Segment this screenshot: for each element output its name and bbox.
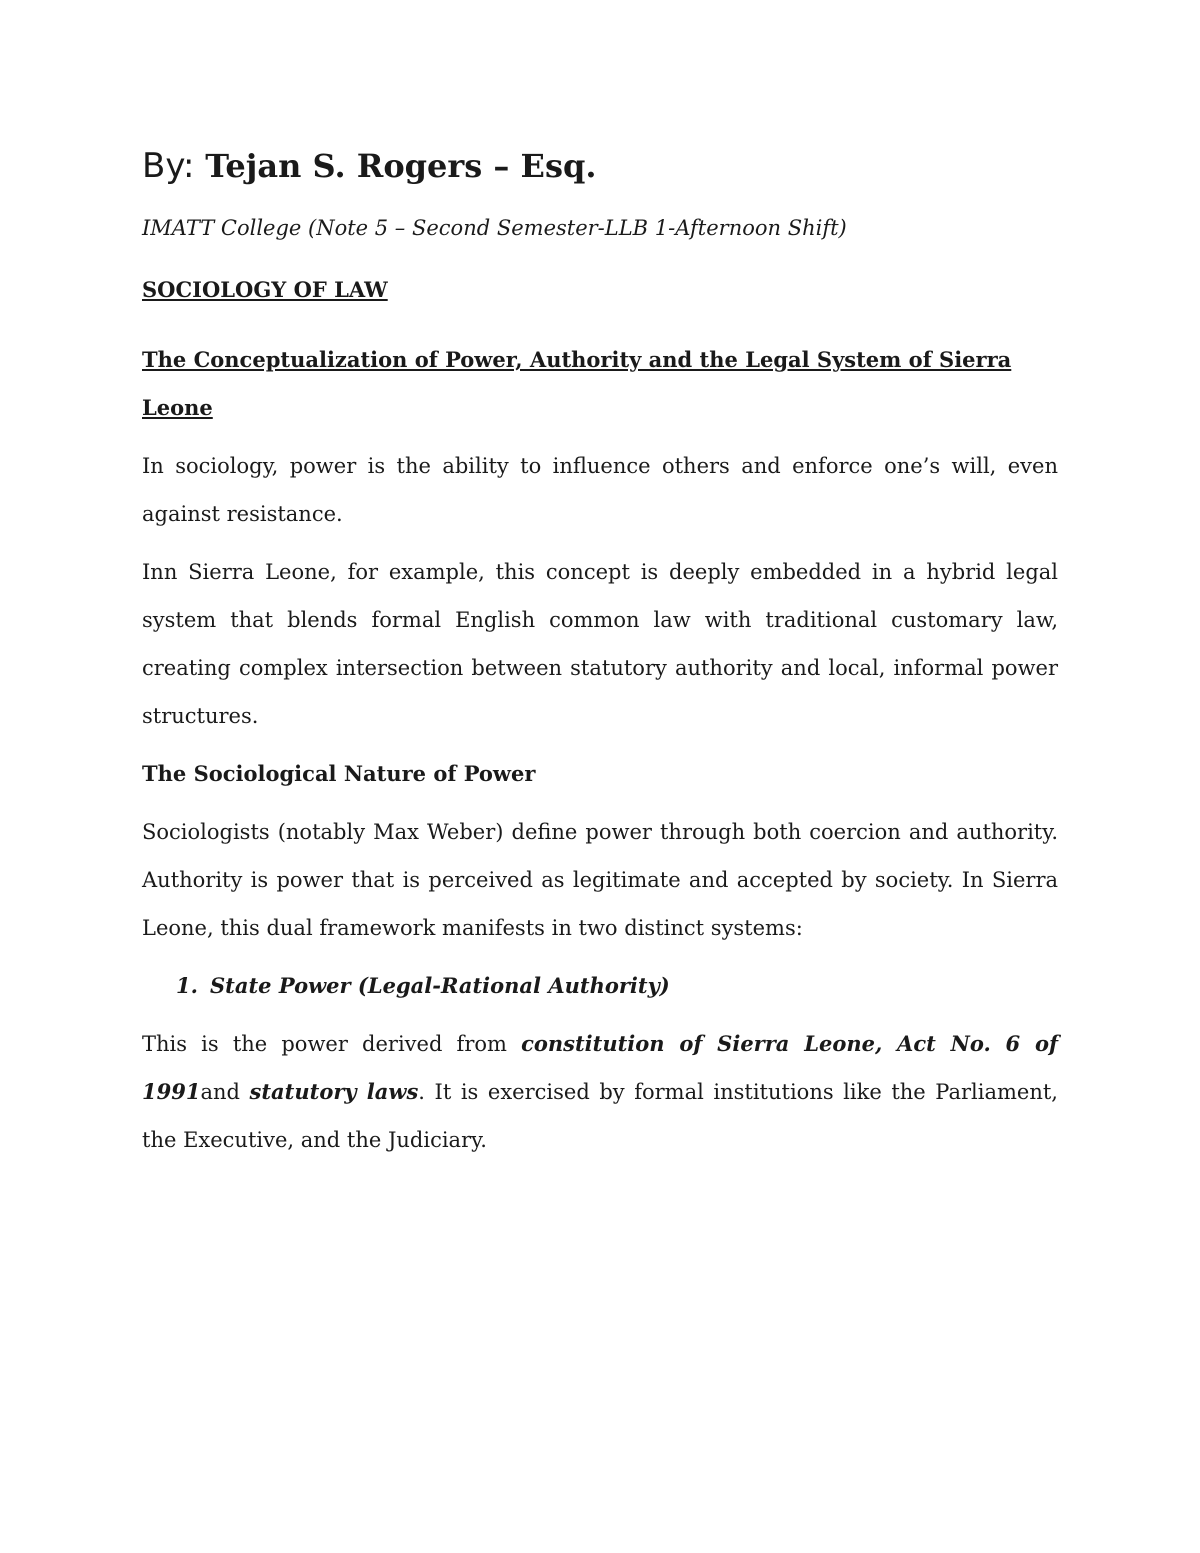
paragraph-sierra-leone-hybrid: Inn Sierra Leone, for example, this concept is deeply embedded in a hybrid legal system that blends formal English common law with traditional customary law, creating complex intersection between statutory authority and local, informal power structures.: [142, 560, 1058, 728]
list-item-heading: [176, 962, 1058, 1010]
para4-emphasis-constitution: constitution of Sierra Leone, Act No. 6 of 1991: [142, 1031, 1058, 1104]
section-heading: The Sociological Nature of Power: [142, 761, 536, 786]
author-name: Tejan S. Rogers – Esq.: [205, 147, 597, 185]
para4-text-3: . It is exercised by formal institutions like the Parliament, the Executive, and the Judiciary.: [142, 1080, 1058, 1152]
para4-emphasis-statutory: statutory laws: [249, 1079, 419, 1104]
para4-text-2: and: [200, 1080, 250, 1104]
paragraph-state-power: [142, 1020, 1058, 1164]
topic-title: The Conceptualization of Power, Authority and the Legal System of Sierra Leone: [142, 347, 1012, 420]
byline-prefix: By:: [142, 146, 206, 186]
list-item-title: State Power (Legal-Rational Authority): [210, 973, 670, 998]
college-line: IMATT College (Note 5 – Second Semester-LLB 1-Afternoon Shift): [142, 216, 847, 240]
list-item-number: 1.: [176, 973, 198, 998]
paragraph-power-definition: In sociology, power is the ability to influence others and enforce one’s will, even against resistance.: [142, 454, 1058, 526]
course-title: SOCIOLOGY OF LAW: [142, 277, 388, 302]
paragraph-weber: Sociologists (notably Max Weber) define power through both coercion and authority. Authority is power that is perceived as legitimate and accepted by society. In Sierra Leone, this dual framework manifests in two distinct systems:: [142, 820, 1058, 940]
byline: [142, 140, 1058, 192]
para4-text-1: This is the power derived from: [142, 1032, 522, 1056]
document-body: [142, 140, 1058, 1174]
